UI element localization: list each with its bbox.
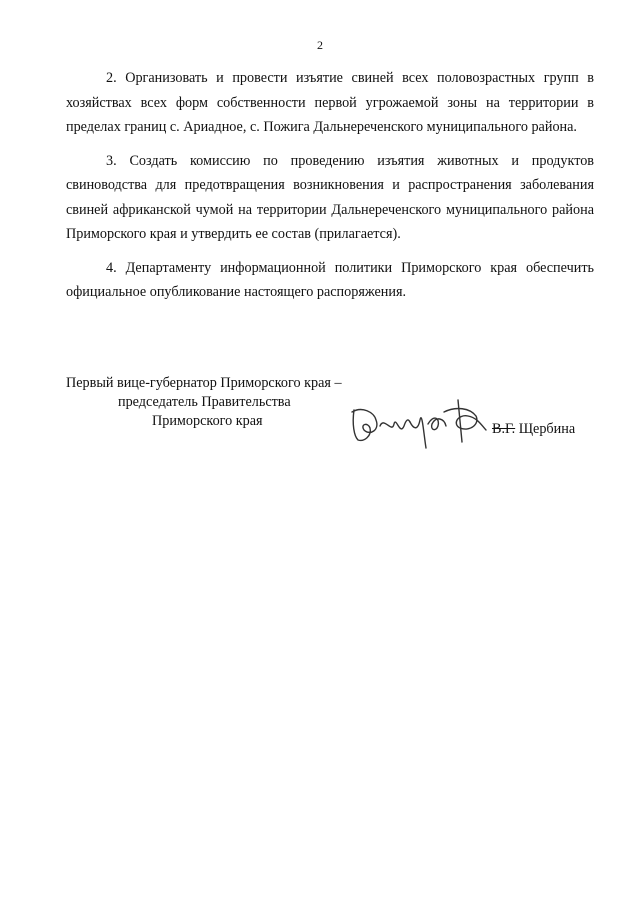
page-number: 2 [317,38,323,52]
signatory-initials: В.Г. [492,421,516,437]
signature-block [66,374,596,464]
signatory-title-line-1: Первый вице-губернатор Приморского края – [66,375,342,391]
paragraph-text: 2. Организовать и провести изъятие свиней всех половозрастных групп в хозяйствах всех форм собственности первой угрожаемой зоны на территории в пределах границ с. Ариадное, с. Пожига Дальнереченского муниципального района. [66,70,594,135]
signatory-title-line-2: председатель Правительства [118,394,291,410]
paragraph-text: 4. Департаменту информационной политики Приморского края обеспечить официальное опубликование настоящего распоряжения. [66,259,594,300]
signatory-title-line-3: Приморского края [152,413,263,429]
paragraph-item-2 [66,66,594,140]
paragraph-text: 3. Создать комиссию по проведению изъятия животных и продуктов свиноводства для предотвращения возникновения и распространения заболевания свиней африканской чумой на территории Дальнереченского муниципального района Приморского края и утвердить ее состав (прилагается). [66,152,594,242]
signatory-name [492,420,575,439]
paragraph-item-3 [66,149,594,247]
signatory-title [66,374,342,431]
paragraph-item-4 [66,256,594,305]
signatory-surname: Щербина [518,421,576,437]
handwritten-signature [346,396,514,452]
document-body [66,66,594,314]
